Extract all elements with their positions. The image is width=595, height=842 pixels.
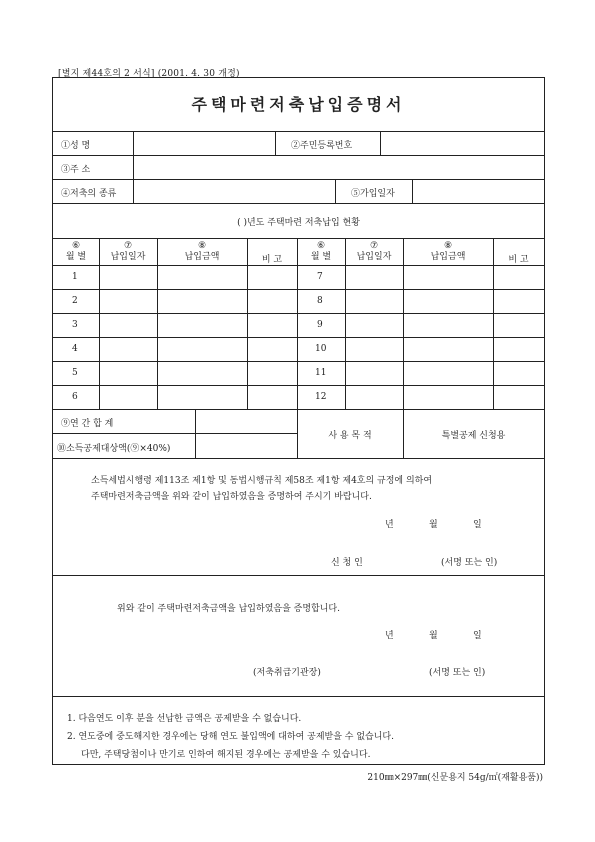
request-text-line1: 소득세법시행령 제113조 제1항 및 동법시행규칙 제58조 제1항 제4호의 규정에 의하여 [91, 476, 433, 486]
rule [297, 238, 298, 458]
rule [53, 696, 544, 697]
rule [53, 385, 544, 386]
col-date-header: ⑦ 납입일자 [356, 241, 392, 262]
col-remarks-header: 비 고 [261, 255, 283, 265]
col-amount-header: ⑧ 납입금액 [184, 241, 220, 262]
month-cell: 8 [317, 296, 323, 306]
month-cell: 1 [72, 272, 78, 282]
day-label: 일 [473, 631, 482, 641]
rule [53, 265, 544, 266]
rule [412, 179, 413, 203]
col-remarks-header: 비 고 [508, 255, 529, 265]
rule [195, 409, 196, 458]
month-cell: 4 [72, 344, 78, 354]
certify-text: 위와 같이 주택마련저축금액을 납입하였음을 증명합니다. [117, 604, 340, 614]
rule [53, 203, 544, 204]
col-date-header: ⑦ 납입일자 [110, 241, 146, 262]
rule [53, 179, 544, 180]
year-label: 년 [385, 631, 394, 641]
month-label: 월 [429, 631, 438, 641]
month-cell: 6 [72, 392, 78, 402]
institution-label: (저축취급기관장) [253, 668, 321, 678]
rule [53, 155, 544, 156]
rule [53, 361, 544, 362]
rule [53, 458, 544, 459]
address-label: ③주 소 [61, 165, 91, 175]
form-title: 주택마련저축납입증명서 [191, 95, 406, 114]
rule [53, 131, 544, 132]
month-cell: 3 [72, 320, 78, 330]
signature-label: (서명 또는 인) [441, 558, 498, 568]
annual-total-label: ⑨연 간 합 계 [61, 419, 114, 429]
month-cell: 5 [72, 368, 78, 378]
col-month-header: ⑥ 월 별 [310, 241, 332, 262]
month-cell: 12 [315, 392, 327, 402]
rule [133, 131, 134, 203]
rule [157, 238, 158, 409]
rule [53, 409, 544, 410]
col-amount-header: ⑧ 납입금액 [430, 241, 466, 262]
usage-purpose-value: 특별공제 신청용 [441, 431, 506, 441]
form-frame [52, 77, 545, 765]
note-2: 2. 연도중에 중도해지한 경우에는 당해 연도 불입액에 대하여 공제받을 수 없습니다. [67, 732, 394, 742]
rule [380, 131, 381, 155]
year-label: 년 [385, 520, 394, 530]
month-cell: 2 [72, 296, 78, 306]
rule [53, 337, 544, 338]
month-cell: 11 [315, 368, 327, 378]
deduction-label: ⑩소득공제대상액(⑨×40%) [57, 444, 171, 454]
form-number: [별지 제44호의 2 서식] (2001. 4. 30 개정) [58, 69, 240, 79]
applicant-label: 신 청 인 [331, 558, 363, 568]
rule [345, 238, 346, 409]
rule [53, 433, 297, 434]
request-text-line2: 주택마련저축금액을 위와 같이 납입하였음을 증명하여 주시기 바랍니다. [91, 492, 372, 502]
rule [53, 313, 544, 314]
day-label: 일 [473, 520, 482, 530]
month-cell: 7 [317, 272, 323, 282]
join-date-label: ⑤가입일자 [351, 189, 395, 199]
note-1: 1. 다음연도 이후 분을 선납한 금액은 공제받을 수 없습니다. [67, 714, 302, 724]
month-cell: 9 [317, 320, 323, 330]
name-label: ①성 명 [61, 141, 91, 151]
rule [275, 131, 276, 155]
resident-number-label: ②주민등록번호 [291, 141, 353, 151]
signature-label: (서명 또는 인) [429, 668, 486, 678]
rule [335, 179, 336, 203]
paper-spec: 210㎜×297㎜(신문용지 54g/㎡(재활용품)) [367, 773, 543, 783]
month-label: 월 [429, 520, 438, 530]
note-2-continued: 다만, 주택당첨이나 만기로 인하여 해지된 경우에는 공제받을 수 있습니다. [81, 750, 371, 760]
col-month-header: ⑥ 월 별 [65, 241, 87, 262]
rule [403, 238, 404, 409]
rule [53, 238, 544, 239]
rule [53, 289, 544, 290]
savings-type-label: ④저축의 종류 [61, 189, 117, 199]
month-cell: 10 [315, 344, 327, 354]
status-heading: ( )년도 주택마련 저축납입 현황 [237, 218, 360, 228]
rule [99, 238, 100, 409]
usage-purpose-label: 사 용 목 적 [328, 431, 372, 441]
rule [53, 575, 544, 576]
